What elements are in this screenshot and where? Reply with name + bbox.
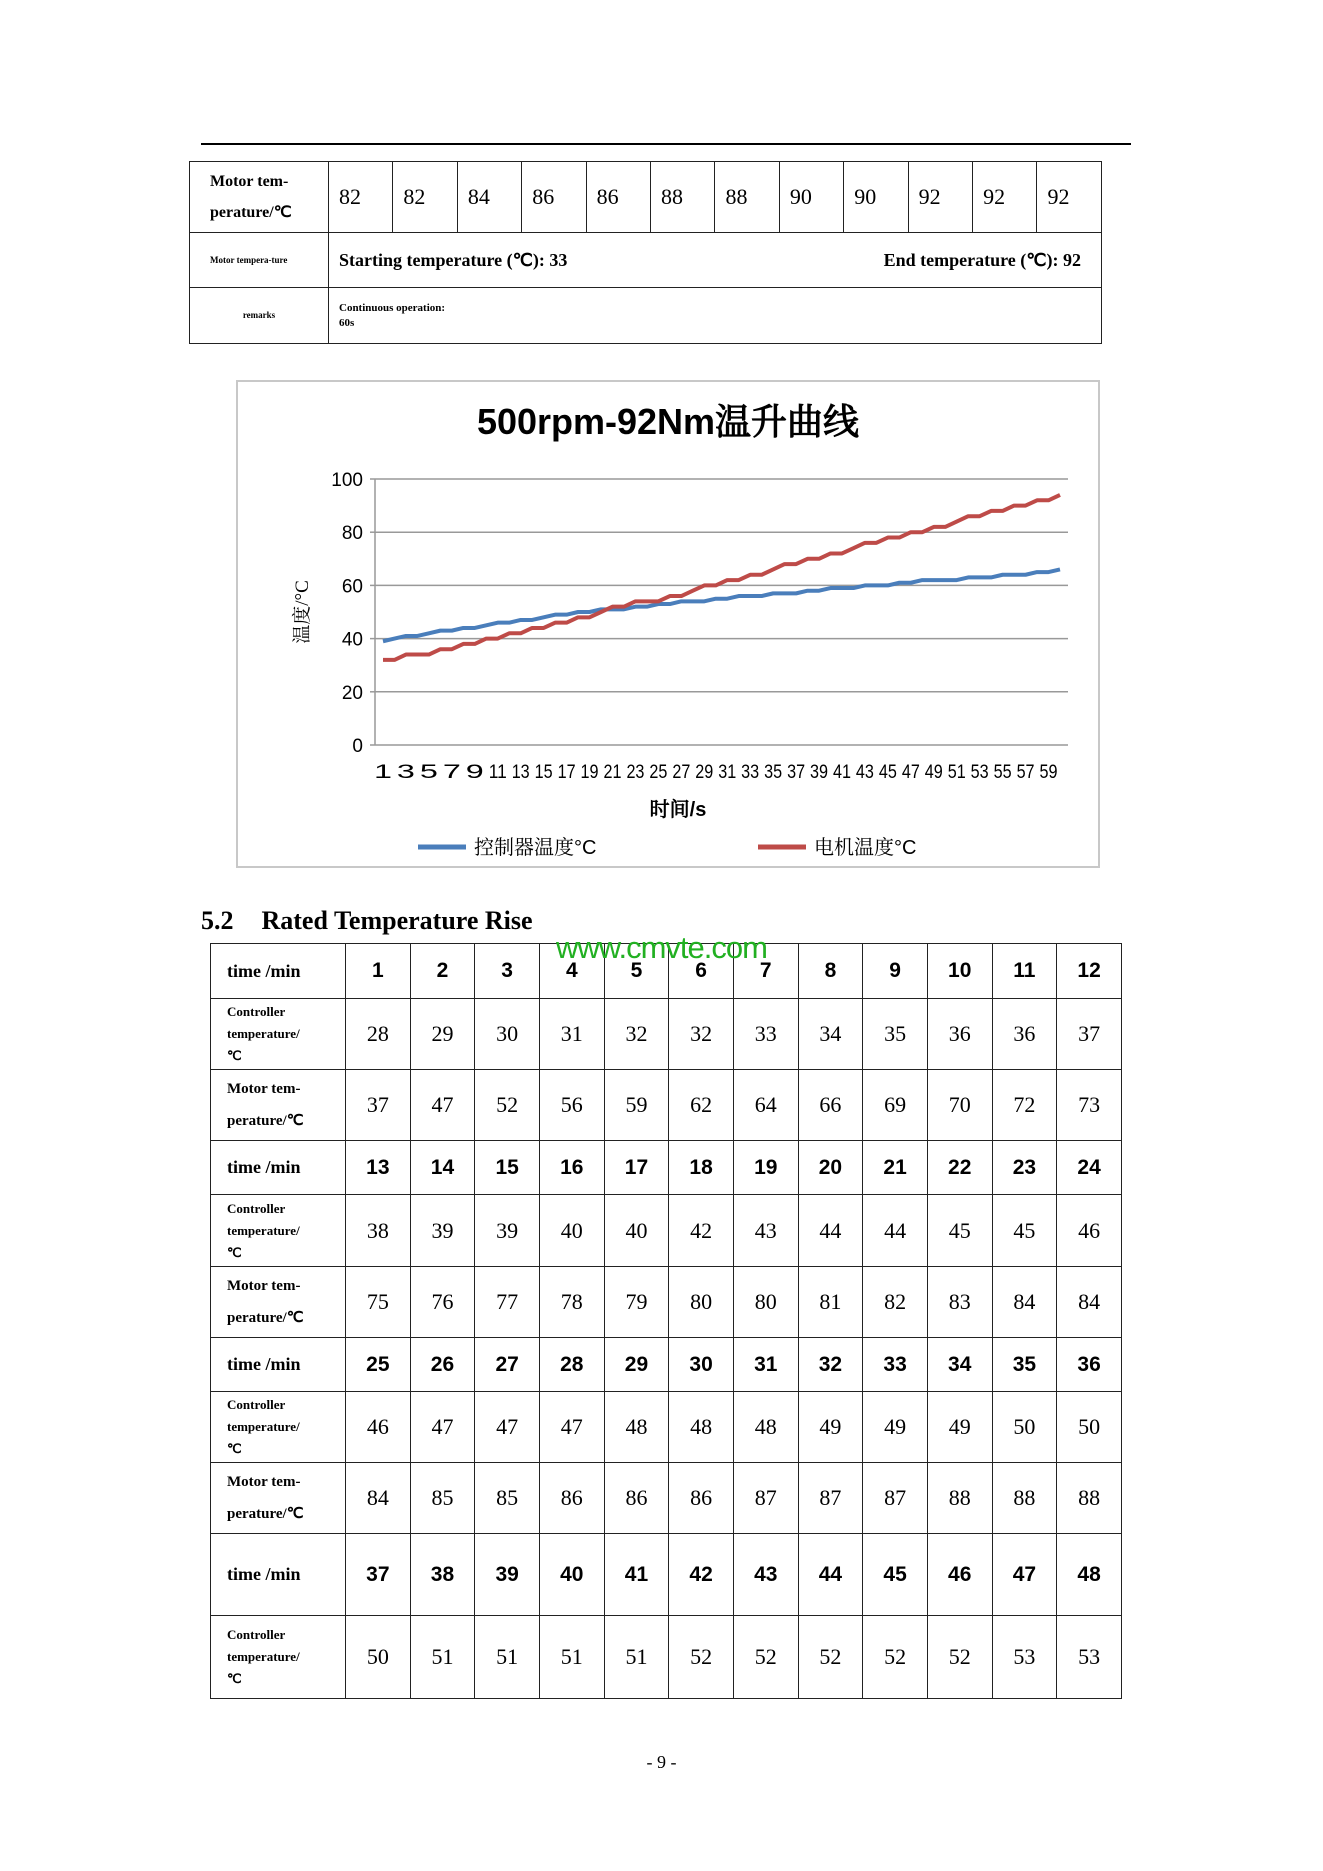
motor-temperature-value: 82	[393, 162, 457, 233]
y-tick-label: 100	[331, 470, 363, 491]
section-title: Rated Temperature Rise	[261, 906, 533, 935]
table-row	[211, 1463, 1122, 1534]
motor-temp-cell: 56	[539, 1070, 604, 1141]
motor-temp-cell: 84	[992, 1267, 1057, 1338]
table-row	[211, 1392, 1122, 1463]
motor-temp-cell: 80	[733, 1267, 798, 1338]
controller-temp-cell: 50	[992, 1392, 1057, 1463]
series-line-motor	[383, 495, 1060, 660]
motor-temperature-value: 82	[329, 162, 393, 233]
controller-temp-cell: 51	[475, 1616, 540, 1699]
controller-temp-cell: 51	[410, 1616, 475, 1699]
motor-temp-cell: 87	[863, 1463, 928, 1534]
y-tick-label: 40	[341, 629, 363, 651]
x-tick-label: 21	[603, 762, 622, 783]
label-line: temperature/	[227, 1649, 300, 1664]
row-label: Motor tem-perature/℃	[190, 162, 329, 233]
time-header-cell: 21	[863, 1141, 928, 1195]
legend-label: 电机温度°C	[814, 837, 917, 859]
controller-temp-cell: 49	[863, 1392, 928, 1463]
watermark: www.cmvte.com	[556, 930, 767, 965]
controller-temp-cell: 51	[604, 1616, 669, 1699]
controller-temp-cell: 44	[863, 1195, 928, 1267]
motor-temp-cell: 85	[410, 1463, 475, 1534]
time-header-cell: 14	[410, 1141, 475, 1195]
motor-temp-cell: 84	[1057, 1267, 1122, 1338]
controller-temp-cell: 45	[992, 1195, 1057, 1267]
time-header-cell: 40	[539, 1534, 604, 1616]
controller-temp-cell: 31	[539, 999, 604, 1070]
row-label	[211, 1616, 346, 1699]
y-tick-label: 80	[341, 523, 363, 545]
remarks-cell	[329, 288, 1102, 344]
motor-temp-cell: 82	[863, 1267, 928, 1338]
time-header-cell: 41	[604, 1534, 669, 1616]
label-line: perature/℃	[227, 1506, 304, 1522]
time-header-cell: 38	[410, 1534, 475, 1616]
controller-temp-cell: 32	[669, 999, 734, 1070]
controller-temp-cell: 51	[539, 1616, 604, 1699]
controller-temp-cell: 36	[992, 999, 1057, 1070]
chart-title: 500rpm-92Nm温升曲线	[476, 401, 860, 442]
row-label: Motor tempera-ture	[190, 233, 329, 288]
section-number: 5.2	[201, 906, 234, 935]
motor-temperature-value: 88	[651, 162, 715, 233]
temperature-range-cell	[329, 233, 1102, 288]
controller-temp-cell: 46	[1057, 1195, 1122, 1267]
y-tick-label: 60	[341, 576, 363, 598]
motor-temp-cell: 81	[798, 1267, 863, 1338]
controller-temp-cell: 49	[927, 1392, 992, 1463]
x-tick-label: 5	[419, 762, 438, 783]
row-label	[211, 1070, 346, 1141]
time-header-cell: 17	[604, 1141, 669, 1195]
controller-temp-cell: 28	[346, 999, 411, 1070]
rated-temperature-rise-table	[210, 943, 1122, 1699]
motor-temp-cell: 84	[346, 1463, 411, 1534]
time-header-cell: 27	[475, 1338, 540, 1392]
row-label	[211, 1392, 346, 1463]
table-row	[211, 1195, 1122, 1267]
controller-temp-cell: 47	[539, 1392, 604, 1463]
time-header-cell: 35	[992, 1338, 1057, 1392]
motor-temp-cell: 70	[927, 1070, 992, 1141]
x-tick-label: 11	[488, 762, 507, 783]
motor-temp-cell: 64	[733, 1070, 798, 1141]
time-header-cell: 48	[1057, 1534, 1122, 1616]
motor-temperature-value: 90	[844, 162, 908, 233]
label-line: Controller	[227, 1004, 286, 1019]
motor-temp-cell: 73	[1057, 1070, 1122, 1141]
controller-temp-cell: 36	[927, 999, 992, 1070]
motor-temp-cell: 85	[475, 1463, 540, 1534]
label-line: ℃	[227, 1441, 242, 1456]
motor-temperature-value: 84	[457, 162, 521, 233]
x-tick-label: 35	[764, 762, 783, 783]
time-header-cell: 3	[475, 944, 540, 999]
controller-temp-cell: 37	[1057, 999, 1122, 1070]
label-line: Motor tem-	[227, 1474, 301, 1490]
x-tick-label: 3	[396, 762, 415, 783]
label-line: ℃	[227, 1244, 242, 1260]
table-row	[190, 162, 1102, 233]
row-label: time /min	[211, 1141, 346, 1195]
legend-label: 控制器温度°C	[474, 837, 597, 859]
time-header-cell: 7	[733, 944, 798, 999]
motor-temperature-value: 92	[1037, 162, 1102, 233]
motor-temp-cell: 80	[669, 1267, 734, 1338]
time-header-cell: 26	[410, 1338, 475, 1392]
motor-temp-cell: 52	[475, 1070, 540, 1141]
x-tick-label: 49	[924, 762, 943, 783]
x-tick-label: 25	[649, 762, 668, 783]
label-line: Controller	[227, 1627, 286, 1642]
time-header-cell: 10	[927, 944, 992, 999]
table-row	[190, 288, 1102, 344]
motor-temp-cell: 86	[669, 1463, 734, 1534]
label-line: temperature/	[227, 1419, 300, 1434]
motor-temperature-value: 92	[973, 162, 1037, 233]
motor-temp-cell: 37	[346, 1070, 411, 1141]
x-tick-label: 15	[534, 762, 553, 783]
controller-temp-cell: 38	[346, 1195, 411, 1267]
controller-temp-cell: 30	[475, 999, 540, 1070]
controller-temp-cell: 43	[733, 1195, 798, 1267]
x-tick-label: 39	[810, 762, 829, 783]
motor-temp-cell: 78	[539, 1267, 604, 1338]
remark-line: Continuous operation:	[339, 301, 446, 314]
end-temperature: End temperature (℃): 92	[883, 249, 1081, 270]
motor-temp-cell: 86	[604, 1463, 669, 1534]
time-header-cell: 37	[346, 1534, 411, 1616]
temperature-rise-chart	[236, 380, 1100, 868]
x-tick-label: 59	[1039, 762, 1058, 783]
time-header-cell: 43	[733, 1534, 798, 1616]
controller-temp-cell: 53	[1057, 1616, 1122, 1699]
label-line: ℃	[227, 1048, 242, 1063]
time-header-cell: 32	[798, 1338, 863, 1392]
row-label: time /min	[211, 1338, 346, 1392]
table-row	[211, 1267, 1122, 1338]
motor-temp-cell: 87	[733, 1463, 798, 1534]
time-header-cell: 28	[539, 1338, 604, 1392]
controller-temp-cell: 34	[798, 999, 863, 1070]
time-header-cell: 36	[1057, 1338, 1122, 1392]
y-tick-label: 0	[352, 736, 363, 757]
controller-temp-cell: 52	[927, 1616, 992, 1699]
x-tick-label: 7	[442, 762, 461, 783]
time-header-cell: 13	[346, 1141, 411, 1195]
table-row	[211, 1338, 1122, 1392]
motor-temp-cell: 59	[604, 1070, 669, 1141]
time-header-cell: 30	[669, 1338, 734, 1392]
label-line: Motor tem-	[227, 1278, 301, 1294]
controller-temp-cell: 48	[733, 1392, 798, 1463]
y-axis-label: 温度/°C	[292, 580, 313, 644]
time-header-cell: 46	[927, 1534, 992, 1616]
time-header-cell: 39	[475, 1534, 540, 1616]
motor-temperature-value: 90	[779, 162, 843, 233]
page-number: - 9 -	[646, 1752, 677, 1772]
motor-temperature-value: 92	[908, 162, 972, 233]
time-header-cell: 24	[1057, 1141, 1122, 1195]
row-label	[211, 999, 346, 1070]
controller-temp-cell: 53	[992, 1616, 1057, 1699]
time-header-cell: 19	[733, 1141, 798, 1195]
time-header-cell: 45	[863, 1534, 928, 1616]
controller-temp-cell: 48	[604, 1392, 669, 1463]
controller-temp-cell: 52	[863, 1616, 928, 1699]
controller-temp-cell: 44	[798, 1195, 863, 1267]
label-line: Motor tem-	[227, 1081, 301, 1097]
label-line: Controller	[227, 1397, 286, 1412]
time-header-cell: 22	[927, 1141, 992, 1195]
x-tick-label: 17	[557, 762, 576, 783]
time-header-cell: 8	[798, 944, 863, 999]
table-row	[190, 233, 1102, 288]
controller-temp-cell: 39	[410, 1195, 475, 1267]
time-header-cell: 33	[863, 1338, 928, 1392]
table-row	[211, 1616, 1122, 1699]
controller-temp-cell: 49	[798, 1392, 863, 1463]
controller-temp-cell: 40	[539, 1195, 604, 1267]
motor-temp-cell: 66	[798, 1070, 863, 1141]
motor-temp-cell: 47	[410, 1070, 475, 1141]
motor-temp-cell: 88	[1057, 1463, 1122, 1534]
controller-temp-cell: 40	[604, 1195, 669, 1267]
time-header-cell: 42	[669, 1534, 734, 1616]
controller-temp-cell: 32	[604, 999, 669, 1070]
header-rule	[201, 143, 1131, 145]
x-tick-label: 57	[1016, 762, 1035, 783]
controller-temp-cell: 52	[798, 1616, 863, 1699]
motor-temp-cell: 79	[604, 1267, 669, 1338]
time-header-cell: 5	[604, 944, 669, 999]
motor-temperature-value: 88	[715, 162, 779, 233]
x-tick-label: 1	[374, 762, 392, 783]
table-row	[211, 1534, 1122, 1616]
x-tick-label: 13	[511, 762, 530, 783]
motor-temperature-summary-table	[189, 161, 1102, 344]
x-tick-label: 45	[878, 762, 897, 783]
row-label: time /min	[211, 944, 346, 999]
time-header-cell: 2	[410, 944, 475, 999]
controller-temp-cell: 39	[475, 1195, 540, 1267]
table-row	[211, 1070, 1122, 1141]
time-header-cell: 11	[992, 944, 1057, 999]
x-tick-label: 51	[947, 762, 966, 783]
label-line: perature/℃	[227, 1113, 304, 1129]
time-header-cell: 18	[669, 1141, 734, 1195]
controller-temp-cell: 35	[863, 999, 928, 1070]
controller-temp-cell: 47	[410, 1392, 475, 1463]
motor-temp-cell: 88	[927, 1463, 992, 1534]
time-header-cell: 6	[669, 944, 734, 999]
chart-svg	[238, 382, 1098, 866]
controller-temp-cell: 48	[669, 1392, 734, 1463]
x-axis-label: 时间/s	[649, 799, 707, 821]
row-label	[211, 1195, 346, 1267]
row-label: time /min	[211, 1534, 346, 1616]
time-header-cell: 9	[863, 944, 928, 999]
controller-temp-cell: 52	[733, 1616, 798, 1699]
row-label	[211, 1463, 346, 1534]
x-tick-label: 27	[672, 762, 691, 783]
motor-temp-cell: 75	[346, 1267, 411, 1338]
time-header-cell: 4	[539, 944, 604, 999]
motor-temp-cell: 62	[669, 1070, 734, 1141]
x-tick-label: 55	[993, 762, 1012, 783]
time-header-cell: 20	[798, 1141, 863, 1195]
y-tick-label: 20	[341, 682, 363, 704]
time-header-cell: 31	[733, 1338, 798, 1392]
label-line: ℃	[227, 1671, 242, 1686]
table-row	[211, 999, 1122, 1070]
controller-temp-cell: 29	[410, 999, 475, 1070]
x-tick-label: 43	[855, 762, 874, 783]
x-tick-label: 41	[832, 762, 851, 783]
row-label	[211, 1267, 346, 1338]
controller-temp-cell: 46	[346, 1392, 411, 1463]
x-tick-label: 19	[580, 762, 599, 783]
x-tick-label: 23	[626, 762, 645, 783]
controller-temp-cell: 50	[346, 1616, 411, 1699]
motor-temp-cell: 83	[927, 1267, 992, 1338]
motor-temp-cell: 72	[992, 1070, 1057, 1141]
table-row	[211, 1141, 1122, 1195]
x-tick-label: 47	[901, 762, 920, 783]
label-line: perature/℃	[227, 1310, 304, 1326]
controller-temp-cell: 33	[733, 999, 798, 1070]
time-header-cell: 23	[992, 1141, 1057, 1195]
x-tick-label: 31	[718, 762, 737, 783]
section-heading	[201, 906, 533, 936]
motor-temperature-value: 86	[586, 162, 650, 233]
row-label: remarks	[190, 288, 329, 344]
motor-temp-cell: 86	[539, 1463, 604, 1534]
label-line: Controller	[227, 1200, 286, 1216]
time-header-cell: 15	[475, 1141, 540, 1195]
time-header-cell: 34	[927, 1338, 992, 1392]
time-header-cell: 25	[346, 1338, 411, 1392]
x-tick-label: 37	[787, 762, 806, 783]
label-line: temperature/	[227, 1026, 300, 1041]
motor-temp-cell: 87	[798, 1463, 863, 1534]
x-tick-label: 33	[741, 762, 760, 783]
time-header-cell: 47	[992, 1534, 1057, 1616]
controller-temp-cell: 42	[669, 1195, 734, 1267]
controller-temp-cell: 52	[669, 1616, 734, 1699]
controller-temp-cell: 45	[927, 1195, 992, 1267]
time-header-cell: 16	[539, 1141, 604, 1195]
controller-temp-cell: 47	[475, 1392, 540, 1463]
remark-line: 60s	[339, 316, 355, 329]
time-header-cell: 44	[798, 1534, 863, 1616]
time-header-cell: 12	[1057, 944, 1122, 999]
label-line: temperature/	[227, 1222, 300, 1238]
motor-temp-cell: 77	[475, 1267, 540, 1338]
motor-temp-cell: 69	[863, 1070, 928, 1141]
motor-temperature-value: 86	[522, 162, 586, 233]
series-line-controller	[383, 569, 1060, 641]
x-tick-label: 53	[970, 762, 989, 783]
x-tick-label: 29	[695, 762, 714, 783]
time-header-cell: 29	[604, 1338, 669, 1392]
motor-temp-cell: 88	[992, 1463, 1057, 1534]
time-header-cell: 1	[346, 944, 411, 999]
starting-temperature: Starting temperature (℃): 33	[339, 249, 568, 270]
controller-temp-cell: 50	[1057, 1392, 1122, 1463]
x-tick-label: 9	[465, 762, 484, 783]
motor-temp-cell: 76	[410, 1267, 475, 1338]
